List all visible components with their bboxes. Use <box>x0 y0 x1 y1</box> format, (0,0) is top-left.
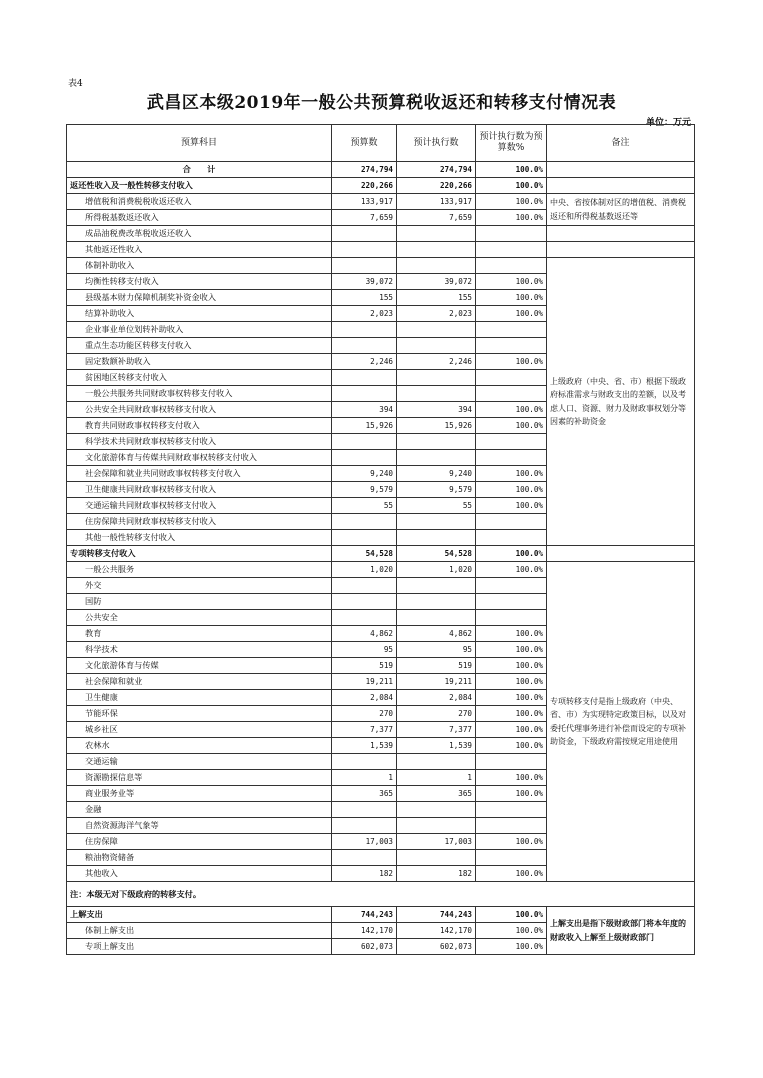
row-budget <box>332 322 397 338</box>
row-estimate <box>397 802 476 818</box>
remark-empty <box>547 226 695 242</box>
row-label: 社会保障和就业 <box>67 674 332 690</box>
row-label: 其他一般性转移支付收入 <box>67 530 332 546</box>
table-header-row <box>67 125 695 162</box>
row-ratio <box>476 226 547 242</box>
row-budget: 365 <box>332 786 397 802</box>
table-row <box>67 562 695 578</box>
row-ratio <box>476 802 547 818</box>
remark-empty <box>547 546 695 562</box>
row-label: 国防 <box>67 594 332 610</box>
row-ratio <box>476 450 547 466</box>
row-budget: 133,917 <box>332 194 397 210</box>
upper-row <box>67 907 695 923</box>
row-label: 住房保障 <box>67 834 332 850</box>
row-ratio <box>476 594 547 610</box>
header-subject: 预算科目 <box>67 125 332 162</box>
row-budget: 95 <box>332 642 397 658</box>
row-label: 贫困地区转移支付收入 <box>67 370 332 386</box>
row-label: 返还性收入及一般性转移支付收入 <box>67 178 332 194</box>
row-ratio <box>476 322 547 338</box>
row-ratio: 100.0% <box>476 674 547 690</box>
row-budget <box>332 578 397 594</box>
remark-cell: 专项转移支付是指上级政府（中央、省、市）为实现特定政策目标，以及对委托代理事务进行补偿而设定的专项补助资金，下级政府需按规定用途使用 <box>547 562 695 882</box>
row-estimate: 744,243 <box>397 907 476 923</box>
total-estimate: 274,794 <box>397 162 476 178</box>
row-ratio: 100.0% <box>476 786 547 802</box>
row-estimate: 2,023 <box>397 306 476 322</box>
row-estimate <box>397 754 476 770</box>
table-row <box>67 194 695 210</box>
header-ratio: 预计执行数为预算数% <box>476 125 547 162</box>
row-budget: 1,020 <box>332 562 397 578</box>
row-estimate <box>397 322 476 338</box>
row-estimate <box>397 850 476 866</box>
row-budget: 39,072 <box>332 274 397 290</box>
row-label: 节能环保 <box>67 706 332 722</box>
row-budget <box>332 594 397 610</box>
row-ratio: 100.0% <box>476 402 547 418</box>
row-label: 专项转移支付收入 <box>67 546 332 562</box>
row-budget <box>332 514 397 530</box>
row-label: 企业事业单位划转补助收入 <box>67 322 332 338</box>
row-ratio <box>476 850 547 866</box>
header-budget: 预算数 <box>332 125 397 162</box>
row-estimate: 220,266 <box>397 178 476 194</box>
row-label: 文化旅游体育与传媒共同财政事权转移支付收入 <box>67 450 332 466</box>
row-label: 所得税基数返还收入 <box>67 210 332 226</box>
row-label: 公共安全 <box>67 610 332 626</box>
row-budget <box>332 754 397 770</box>
row-budget: 7,659 <box>332 210 397 226</box>
row-label: 商业服务业等 <box>67 786 332 802</box>
row-estimate: 1,539 <box>397 738 476 754</box>
table-number: 表4 <box>68 79 83 89</box>
row-ratio: 100.0% <box>476 418 547 434</box>
row-budget: 2,084 <box>332 690 397 706</box>
row-estimate <box>397 258 476 274</box>
row-estimate: 9,240 <box>397 466 476 482</box>
row-label: 农林水 <box>67 738 332 754</box>
row-budget: 15,926 <box>332 418 397 434</box>
row-ratio: 100.0% <box>476 178 547 194</box>
row-ratio <box>476 530 547 546</box>
row-estimate: 2,246 <box>397 354 476 370</box>
header-estimate: 预计执行数 <box>397 125 476 162</box>
row-label: 金融 <box>67 802 332 818</box>
header-remark: 备注 <box>547 125 695 162</box>
row-label: 外交 <box>67 578 332 594</box>
row-label: 文化旅游体育与传媒 <box>67 658 332 674</box>
table-row <box>67 242 695 258</box>
row-estimate: 1 <box>397 770 476 786</box>
row-ratio: 100.0% <box>476 194 547 210</box>
row-estimate <box>397 594 476 610</box>
row-label: 社会保障和就业共同财政事权转移支付收入 <box>67 466 332 482</box>
row-estimate: 1,020 <box>397 562 476 578</box>
remark-empty <box>547 178 695 194</box>
row-label: 一般公共服务 <box>67 562 332 578</box>
row-budget: 7,377 <box>332 722 397 738</box>
row-estimate: 95 <box>397 642 476 658</box>
row-estimate <box>397 514 476 530</box>
row-estimate: 2,084 <box>397 690 476 706</box>
row-label: 公共安全共同财政事权转移支付收入 <box>67 402 332 418</box>
row-budget <box>332 370 397 386</box>
row-budget: 394 <box>332 402 397 418</box>
row-label: 交通运输 <box>67 754 332 770</box>
row-estimate: 9,579 <box>397 482 476 498</box>
row-estimate <box>397 578 476 594</box>
row-estimate: 142,170 <box>397 923 476 939</box>
remark-cell: 上级政府（中央、省、市）根据下级政府标准需求与财政支出的差额，以及考虑人口、资源、财力及财政事权划分等因素的补助资金 <box>547 258 695 546</box>
row-label: 县级基本财力保障机制奖补资金收入 <box>67 290 332 306</box>
row-label: 体制补助收入 <box>67 258 332 274</box>
row-estimate: 182 <box>397 866 476 882</box>
row-label: 均衡性转移支付收入 <box>67 274 332 290</box>
row-estimate <box>397 450 476 466</box>
row-budget: 602,073 <box>332 939 397 955</box>
row-ratio: 100.0% <box>476 907 547 923</box>
row-ratio <box>476 754 547 770</box>
row-budget: 9,240 <box>332 466 397 482</box>
row-budget: 1,539 <box>332 738 397 754</box>
row-estimate: 155 <box>397 290 476 306</box>
row-budget: 2,023 <box>332 306 397 322</box>
row-estimate: 394 <box>397 402 476 418</box>
row-label: 增值税和消费税税收返还收入 <box>67 194 332 210</box>
row-label: 自然资源海洋气象等 <box>67 818 332 834</box>
row-budget: 744,243 <box>332 907 397 923</box>
row-budget <box>332 386 397 402</box>
row-budget: 54,528 <box>332 546 397 562</box>
row-estimate: 270 <box>397 706 476 722</box>
row-ratio: 100.0% <box>476 498 547 514</box>
row-estimate: 602,073 <box>397 939 476 955</box>
row-budget <box>332 818 397 834</box>
row-ratio <box>476 338 547 354</box>
row-label: 科学技术共同财政事权转移支付收入 <box>67 434 332 450</box>
total-label: 合 计 <box>67 162 332 178</box>
row-ratio <box>476 258 547 274</box>
row-ratio <box>476 242 547 258</box>
row-ratio <box>476 610 547 626</box>
row-estimate <box>397 338 476 354</box>
row-ratio: 100.0% <box>476 290 547 306</box>
row-budget: 17,003 <box>332 834 397 850</box>
table-row <box>67 178 695 194</box>
total-remark <box>547 162 695 178</box>
row-estimate: 15,926 <box>397 418 476 434</box>
row-label: 教育共同财政事权转移支付收入 <box>67 418 332 434</box>
row-label: 成品油税费改革税收返还收入 <box>67 226 332 242</box>
row-estimate: 55 <box>397 498 476 514</box>
row-ratio: 100.0% <box>476 923 547 939</box>
row-budget: 182 <box>332 866 397 882</box>
remark-empty <box>547 242 695 258</box>
row-ratio <box>476 370 547 386</box>
row-ratio: 100.0% <box>476 939 547 955</box>
table-row <box>67 226 695 242</box>
total-row <box>67 162 695 178</box>
row-estimate <box>397 530 476 546</box>
row-estimate <box>397 610 476 626</box>
row-label: 一般公共服务共同财政事权转移支付收入 <box>67 386 332 402</box>
row-label: 卫生健康 <box>67 690 332 706</box>
row-ratio: 100.0% <box>476 722 547 738</box>
row-estimate: 7,659 <box>397 210 476 226</box>
remark-cell: 中央、省按体制对区的增值税、消费税返还和所得税基数返还等 <box>547 194 695 226</box>
row-ratio: 100.0% <box>476 274 547 290</box>
row-label: 其他返还性收入 <box>67 242 332 258</box>
row-label: 交通运输共同财政事权转移支付收入 <box>67 498 332 514</box>
row-label: 卫生健康共同财政事权转移支付收入 <box>67 482 332 498</box>
remark-cell: 上解支出是指下级财政部门将本年度的财政收入上解至上级财政部门 <box>547 907 695 955</box>
row-budget: 220,266 <box>332 178 397 194</box>
row-ratio: 100.0% <box>476 866 547 882</box>
row-ratio: 100.0% <box>476 562 547 578</box>
row-estimate: 4,862 <box>397 626 476 642</box>
row-ratio: 100.0% <box>476 306 547 322</box>
row-ratio: 100.0% <box>476 658 547 674</box>
row-label: 专项上解支出 <box>67 939 332 955</box>
row-budget: 142,170 <box>332 923 397 939</box>
row-ratio: 100.0% <box>476 466 547 482</box>
row-ratio: 100.0% <box>476 738 547 754</box>
row-estimate: 519 <box>397 658 476 674</box>
row-ratio <box>476 434 547 450</box>
row-ratio: 100.0% <box>476 770 547 786</box>
row-estimate: 365 <box>397 786 476 802</box>
row-budget: 155 <box>332 290 397 306</box>
page-title: 武昌区本级2019年一般公共预算税收返还和转移支付情况表 <box>146 93 617 113</box>
row-budget: 2,246 <box>332 354 397 370</box>
row-ratio: 100.0% <box>476 690 547 706</box>
row-budget: 9,579 <box>332 482 397 498</box>
row-ratio <box>476 514 547 530</box>
row-label: 城乡社区 <box>67 722 332 738</box>
row-estimate: 17,003 <box>397 834 476 850</box>
table-row <box>67 258 695 274</box>
row-estimate: 133,917 <box>397 194 476 210</box>
row-ratio: 100.0% <box>476 210 547 226</box>
row-ratio: 100.0% <box>476 546 547 562</box>
row-ratio <box>476 578 547 594</box>
row-estimate <box>397 370 476 386</box>
row-label: 粮油物资储备 <box>67 850 332 866</box>
row-estimate <box>397 818 476 834</box>
row-budget <box>332 338 397 354</box>
row-label: 住房保障共同财政事权转移支付收入 <box>67 514 332 530</box>
table-row <box>67 546 695 562</box>
row-ratio: 100.0% <box>476 706 547 722</box>
total-budget: 274,794 <box>332 162 397 178</box>
row-label: 资源勘探信息等 <box>67 770 332 786</box>
row-budget <box>332 434 397 450</box>
row-budget: 270 <box>332 706 397 722</box>
row-label: 结算补助收入 <box>67 306 332 322</box>
row-label: 上解支出 <box>67 907 332 923</box>
row-ratio: 100.0% <box>476 834 547 850</box>
row-label: 体制上解支出 <box>67 923 332 939</box>
row-ratio: 100.0% <box>476 642 547 658</box>
row-label: 重点生态功能区转移支付收入 <box>67 338 332 354</box>
row-budget: 19,211 <box>332 674 397 690</box>
row-estimate: 7,377 <box>397 722 476 738</box>
row-label: 固定数额补助收入 <box>67 354 332 370</box>
row-budget: 4,862 <box>332 626 397 642</box>
note-text: 注：本级无对下级政府的转移支付。 <box>67 882 695 907</box>
row-ratio: 100.0% <box>476 354 547 370</box>
row-label: 科学技术 <box>67 642 332 658</box>
row-estimate <box>397 386 476 402</box>
row-budget <box>332 850 397 866</box>
row-ratio <box>476 386 547 402</box>
row-estimate <box>397 242 476 258</box>
row-budget: 519 <box>332 658 397 674</box>
row-label: 教育 <box>67 626 332 642</box>
row-budget <box>332 242 397 258</box>
row-estimate <box>397 226 476 242</box>
row-estimate <box>397 434 476 450</box>
budget-table <box>66 124 695 955</box>
row-budget <box>332 802 397 818</box>
row-ratio: 100.0% <box>476 482 547 498</box>
row-budget <box>332 258 397 274</box>
row-ratio: 100.0% <box>476 626 547 642</box>
row-estimate: 54,528 <box>397 546 476 562</box>
row-label: 其他收入 <box>67 866 332 882</box>
row-budget: 1 <box>332 770 397 786</box>
row-ratio <box>476 818 547 834</box>
note-row <box>67 882 695 907</box>
row-budget <box>332 450 397 466</box>
row-estimate: 39,072 <box>397 274 476 290</box>
row-budget <box>332 530 397 546</box>
row-budget <box>332 226 397 242</box>
row-budget <box>332 610 397 626</box>
total-ratio: 100.0% <box>476 162 547 178</box>
row-estimate: 19,211 <box>397 674 476 690</box>
unit-label: 单位：万元 <box>645 118 691 128</box>
row-budget: 55 <box>332 498 397 514</box>
